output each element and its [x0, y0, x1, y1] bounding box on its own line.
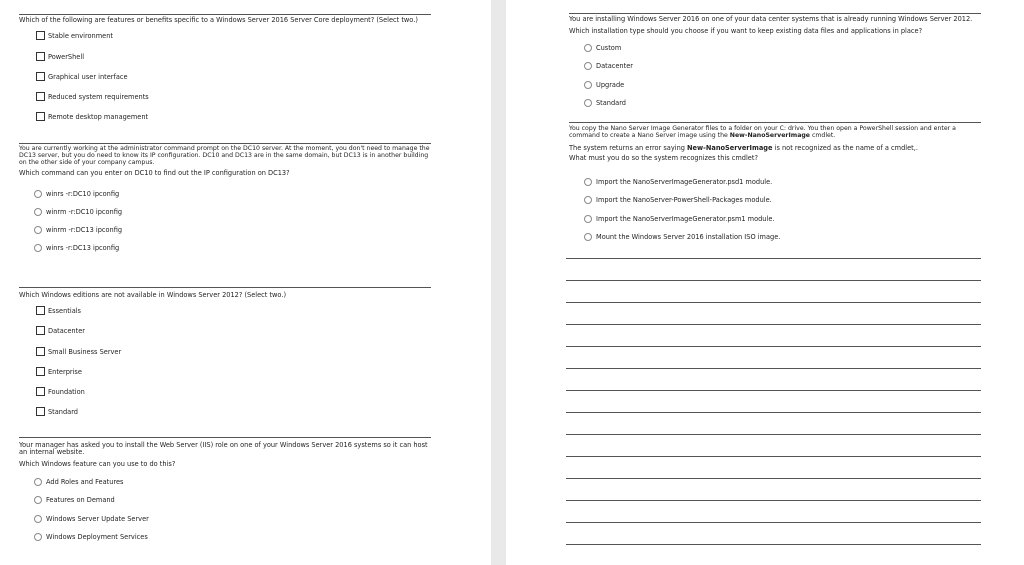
radio-icon[interactable]: [34, 478, 42, 486]
note-line: [566, 456, 981, 457]
q3-option-3[interactable]: Small Business Server: [36, 347, 121, 356]
q3-option-2[interactable]: Datacenter: [36, 326, 85, 335]
question-5-prompt: Which installation type should you choose if you want to keep existing data files and applications in place?: [569, 27, 923, 36]
radio-icon[interactable]: [34, 208, 42, 216]
note-line: [566, 478, 981, 479]
q3-option-1[interactable]: Essentials: [36, 306, 81, 315]
q5-option-4[interactable]: Standard: [584, 99, 626, 107]
radio-icon[interactable]: [584, 81, 592, 89]
radio-icon[interactable]: [34, 496, 42, 504]
page-gutter: [491, 0, 506, 565]
question-1: [19, 14, 431, 24]
note-line: [566, 500, 981, 501]
q4-option-2[interactable]: Features on Demand: [34, 496, 115, 504]
question-3: [19, 287, 431, 299]
q6-option-4[interactable]: Mount the Windows Server 2016 installation ISO image.: [584, 233, 780, 241]
question-6-stem: You copy the Nano Server Image Generator files to a folder on your C: drive. You then open a PowerShell session and enter a command to create a Nano Server image using the New-NanoServerImage cmdlet.: [569, 125, 956, 139]
q3-option-4[interactable]: Enterprise: [36, 367, 82, 376]
radio-icon[interactable]: [584, 196, 592, 204]
radio-icon[interactable]: [34, 244, 42, 252]
question-6-error: The system returns an error saying New-NanoServerImage is not recognized as the name of a cmdlet,.: [569, 143, 918, 152]
checkbox-icon[interactable]: [36, 92, 45, 101]
q1-option-1[interactable]: Stable environment: [36, 31, 113, 40]
cmdlet-name: New-NanoServerImage: [729, 131, 811, 139]
question-1-stem: Which of the following are features or benefits specific to a Windows Server 2016 Server Core deployment? (Select two.): [19, 16, 418, 24]
checkbox-icon[interactable]: [36, 52, 45, 61]
radio-icon[interactable]: [34, 515, 42, 523]
q4-option-4[interactable]: Windows Deployment Services: [34, 533, 148, 541]
q5-option-1[interactable]: Custom: [584, 44, 621, 52]
checkbox-icon[interactable]: [36, 347, 45, 356]
question-4-stem: Your manager has asked you to install the Web Server (IIS) role on one of your Windows Server 2016 systems so it can host an internal website.: [19, 441, 428, 457]
radio-icon[interactable]: [584, 233, 592, 241]
question-2: [19, 143, 431, 178]
q1-option-2[interactable]: PowerShell: [36, 52, 84, 61]
checkbox-icon[interactable]: [36, 112, 45, 121]
q6-option-2[interactable]: Import the NanoServer-PowerShell-Packages module.: [584, 196, 772, 204]
radio-icon[interactable]: [584, 62, 592, 70]
q5-option-2[interactable]: Datacenter: [584, 62, 633, 70]
q6-option-3[interactable]: Import the NanoServerImageGenerator.psm1 module.: [584, 215, 774, 223]
question-6-prompt: What must you do so the system recognizes this cmdlet?: [569, 154, 758, 162]
note-line: [566, 346, 981, 347]
q3-option-6[interactable]: Standard: [36, 407, 78, 416]
radio-icon[interactable]: [34, 533, 42, 541]
note-line: [566, 258, 981, 259]
q6-option-1[interactable]: Import the NanoServerImageGenerator.psd1 module.: [584, 178, 772, 186]
checkbox-icon[interactable]: [36, 326, 45, 335]
note-line: [566, 434, 981, 435]
cmdlet-name: New-NanoServerImage: [687, 143, 773, 152]
q1-option-4[interactable]: Reduced system requirements: [36, 92, 149, 101]
note-line: [566, 280, 981, 281]
left-page: [0, 0, 491, 565]
q3-option-5[interactable]: Foundation: [36, 387, 85, 396]
q2-option-2[interactable]: winrm -r:DC10 ipconfig: [34, 208, 122, 216]
checkbox-icon[interactable]: [36, 387, 45, 396]
note-line: [566, 302, 981, 303]
note-line: [566, 522, 981, 523]
radio-icon[interactable]: [34, 190, 42, 198]
note-line: [566, 412, 981, 413]
note-line: [566, 368, 981, 369]
note-line: [566, 390, 981, 391]
radio-icon[interactable]: [584, 44, 592, 52]
radio-icon[interactable]: [584, 178, 592, 186]
q1-option-3[interactable]: Graphical user interface: [36, 72, 128, 81]
q1-option-5[interactable]: Remote desktop management: [36, 112, 148, 121]
note-line: [566, 324, 981, 325]
question-2-prompt: Which command can you enter on DC10 to find out the IP configuration on DC13?: [19, 169, 290, 178]
question-2-stem: You are currently working at the administrator command prompt on the DC10 server. At the moment, you don't need to manage the DC13 server, but you do need to know its IP configuration. DC10 and DC13 are in the same domain, but DC13 is in another building on the other side of your company campus.: [19, 145, 430, 166]
question-3-stem: Which Windows editions are not available in Windows Server 2012? (Select two.): [19, 291, 287, 299]
q5-option-3[interactable]: Upgrade: [584, 81, 624, 89]
checkbox-icon[interactable]: [36, 367, 45, 376]
q4-option-3[interactable]: Windows Server Update Server: [34, 515, 149, 523]
checkbox-icon[interactable]: [36, 72, 45, 81]
question-4: [19, 437, 431, 468]
question-4-prompt: Which Windows feature can you use to do this?: [19, 459, 176, 468]
q2-option-3[interactable]: winrm -r:DC13 ipconfig: [34, 226, 122, 234]
radio-icon[interactable]: [584, 99, 592, 107]
checkbox-icon[interactable]: [36, 31, 45, 40]
q2-option-1[interactable]: winrs -r:DC10 ipconfig: [34, 190, 119, 198]
question-5: [569, 13, 981, 36]
q4-option-1[interactable]: Add Roles and Features: [34, 478, 123, 486]
question-6: [569, 122, 981, 162]
q2-option-4[interactable]: winrs -r:DC13 ipconfig: [34, 244, 119, 252]
radio-icon[interactable]: [584, 215, 592, 223]
checkbox-icon[interactable]: [36, 407, 45, 416]
radio-icon[interactable]: [34, 226, 42, 234]
note-line: [566, 544, 981, 545]
checkbox-icon[interactable]: [36, 306, 45, 315]
question-5-stem: You are installing Windows Server 2016 on one of your data center systems that is already running Windows Server 2012.: [569, 15, 973, 23]
